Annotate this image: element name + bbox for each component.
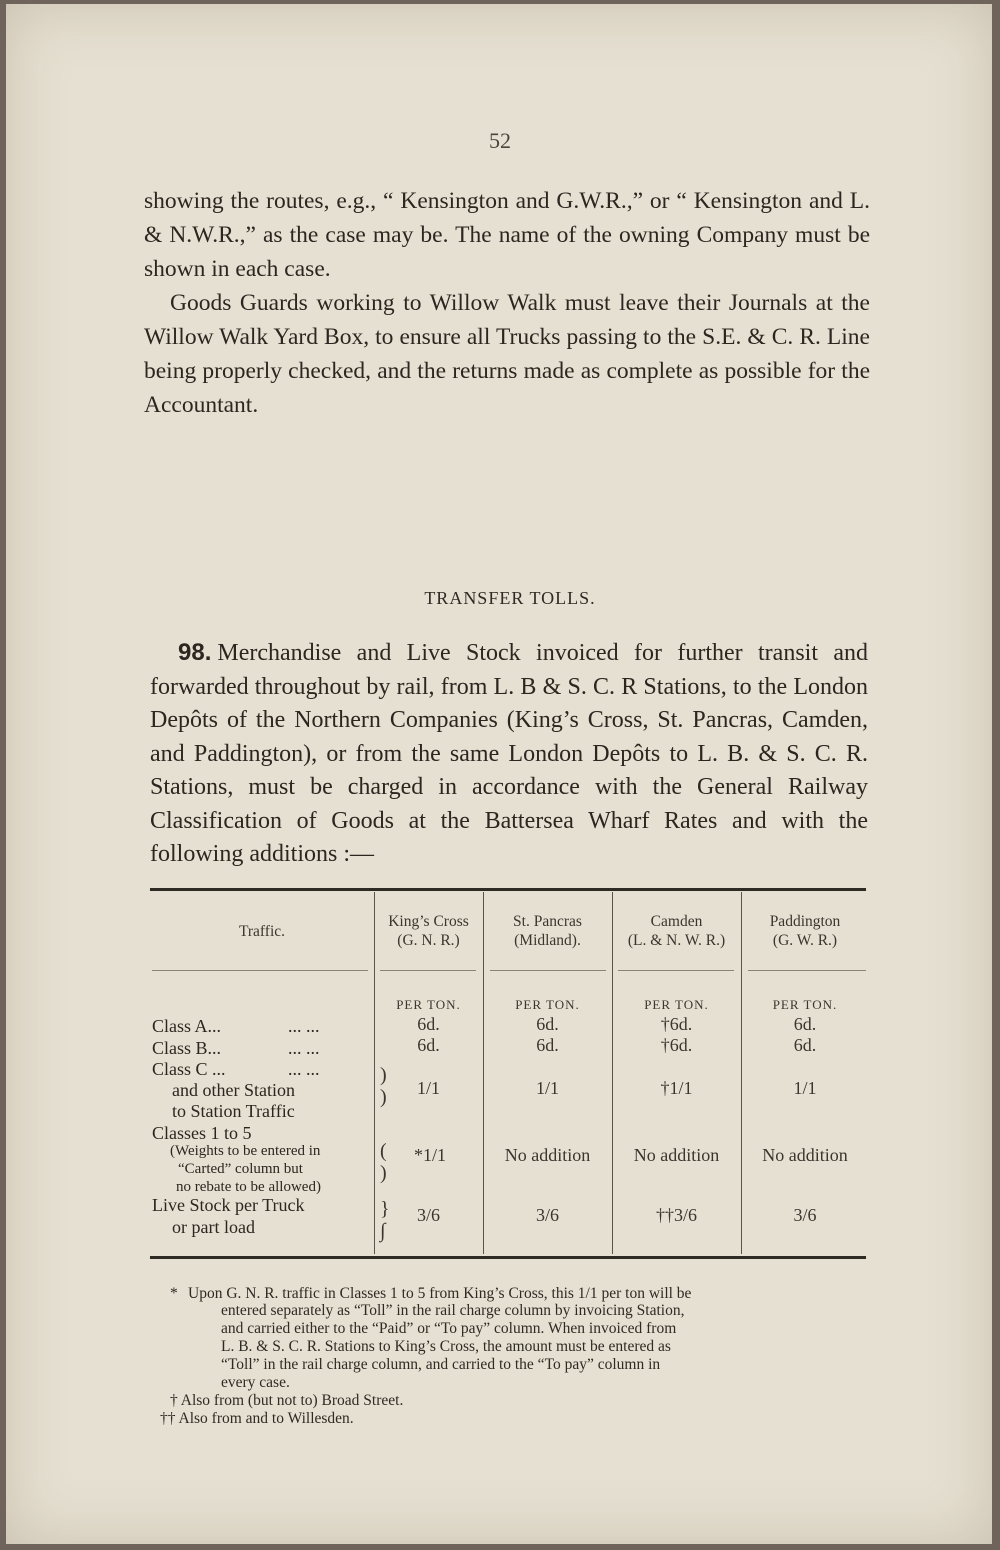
header-rule <box>618 970 734 971</box>
row-dots: ... ... <box>288 1059 320 1079</box>
table-cell: No addition <box>504 1145 591 1165</box>
footnote-line: Upon G. N. R. traffic in Classes 1 to 5 from King’s Cross, this 1/1 per ton will be <box>188 1285 692 1302</box>
column-header-paddington: Paddington (G. W. R.) <box>769 913 841 949</box>
unit-label: PER TON. <box>772 997 838 1012</box>
row-label-class-c: Class C ... <box>152 1059 226 1079</box>
header-rule <box>152 970 368 971</box>
footnote-line: every case. <box>221 1374 290 1391</box>
table-cell: 6d. <box>417 1035 440 1055</box>
table-top-rule <box>150 888 866 891</box>
table-cell: No addition <box>633 1145 720 1165</box>
header-rule <box>748 970 866 971</box>
table-cell: †1/1 <box>660 1078 693 1098</box>
table-cell: 3/6 <box>535 1205 559 1225</box>
table-cell: 6d. <box>536 1014 559 1034</box>
table-bottom-rule <box>150 1256 866 1259</box>
table-cell: 1/1 <box>793 1078 817 1098</box>
table-cell: 3/6 <box>793 1205 817 1225</box>
row-label-live-stock: Live Stock per Truck <box>152 1195 305 1215</box>
row-label-class-b: Class B... <box>152 1038 222 1058</box>
unit-label: PER TON. <box>515 997 580 1012</box>
table-cell: †6d. <box>660 1014 693 1034</box>
table-cell: *1/1 <box>413 1145 446 1165</box>
table-cell: †6d. <box>660 1035 693 1055</box>
brace-mark: ( ) <box>380 1140 387 1184</box>
footnote-star-mark: * <box>170 1285 178 1302</box>
footnote-line: L. B. & S. C. R. Stations to King’s Cross, the amount must be entered as <box>221 1338 671 1355</box>
footnote-line: entered separately as “Toll” in the rail charge column by invoicing Station, <box>221 1302 685 1319</box>
paragraph-routes: showing the routes, e.g., “ Kensington and G.W.R.,” or “ Kensington and L. & N.W.R.,” as the case may be. The name of the owning Company must be shown in each case. <box>144 188 870 282</box>
section-heading: TRANSFER TOLLS. <box>424 588 596 608</box>
table-cell: 1/1 <box>535 1078 559 1098</box>
row-label-sub: to Station Traffic <box>172 1101 295 1121</box>
row-label-sub: and other Station <box>172 1080 295 1100</box>
rule-number: 98. <box>178 639 212 666</box>
footnote-line: and carried either to the “Paid” or “To pay” column. When invoiced from <box>221 1320 677 1337</box>
brace-mark: ) ) <box>380 1064 387 1108</box>
traffic-header: Traffic. <box>238 923 286 940</box>
table-cell: 6d. <box>536 1035 559 1055</box>
column-header-st-pancras: St. Pancras (Midland). <box>513 913 582 949</box>
column-header-camden: Camden (L. & N. W. R.) <box>627 913 726 949</box>
brace-mark: } ∫ <box>380 1198 390 1242</box>
table-cell: 6d. <box>793 1014 817 1034</box>
row-label-class-a: Class A... <box>152 1016 222 1036</box>
footnote-line: “Toll” in the rail charge column, and carried to the “To pay” column in <box>221 1356 661 1373</box>
footnote-dagger: † Also from (but not to) Broad Street. <box>170 1392 404 1409</box>
row-note: no rebate to be allowed) <box>176 1179 321 1195</box>
unit-label: PER TON. <box>396 997 461 1012</box>
table-cell: 6d. <box>793 1035 817 1055</box>
header-rule <box>490 970 606 971</box>
column-header-kings-cross: King’s Cross (G. N. R.) <box>388 913 469 949</box>
row-note: “Carted” column but <box>178 1161 303 1177</box>
table-cell: 1/1 <box>416 1078 440 1098</box>
footnote-double-dagger: †† Also from and to Willesden. <box>160 1410 354 1427</box>
row-label-classes-1-5: Classes 1 to 5 <box>152 1123 252 1143</box>
paragraph-rule-98 <box>150 636 868 872</box>
row-dots: ... ... <box>288 1038 320 1058</box>
table-cell: 3/6 <box>416 1205 440 1225</box>
rule-98-text: Merchandise and Live Stock invoiced for further transit and forwarded throughout by rail, from L. B & S. C. R Stations, to the London Depôts of the Northern Companies (King’s Cross, St. Pancras, Camden, and Paddington), or from the same London Depôts to L. B. & S. C. R. Stations, must be charged in accordance with the General Railway Classification of Goods at the Battersea Wharf Rates and with the following additions :— <box>150 640 868 867</box>
header-rule <box>380 970 476 971</box>
table-cell: 6d. <box>417 1014 440 1034</box>
paragraph-goods-guards: Goods Guards working to Willow Walk must leave their Journals at the Willow Walk Yard Box, to ensure all Trucks passing to the S.E. & C. R. Line being properly checked, and the returns made as complete as possible for the Accountant. <box>144 290 870 418</box>
table-cell: No addition <box>762 1145 848 1165</box>
row-label-sub: or part load <box>172 1217 255 1237</box>
page-number: 52 <box>489 128 511 153</box>
table-cell: ††3/6 <box>655 1205 697 1225</box>
unit-label: PER TON. <box>644 997 709 1012</box>
row-note: (Weights to be entered in <box>170 1143 321 1159</box>
row-dots: ... ... <box>288 1016 320 1036</box>
